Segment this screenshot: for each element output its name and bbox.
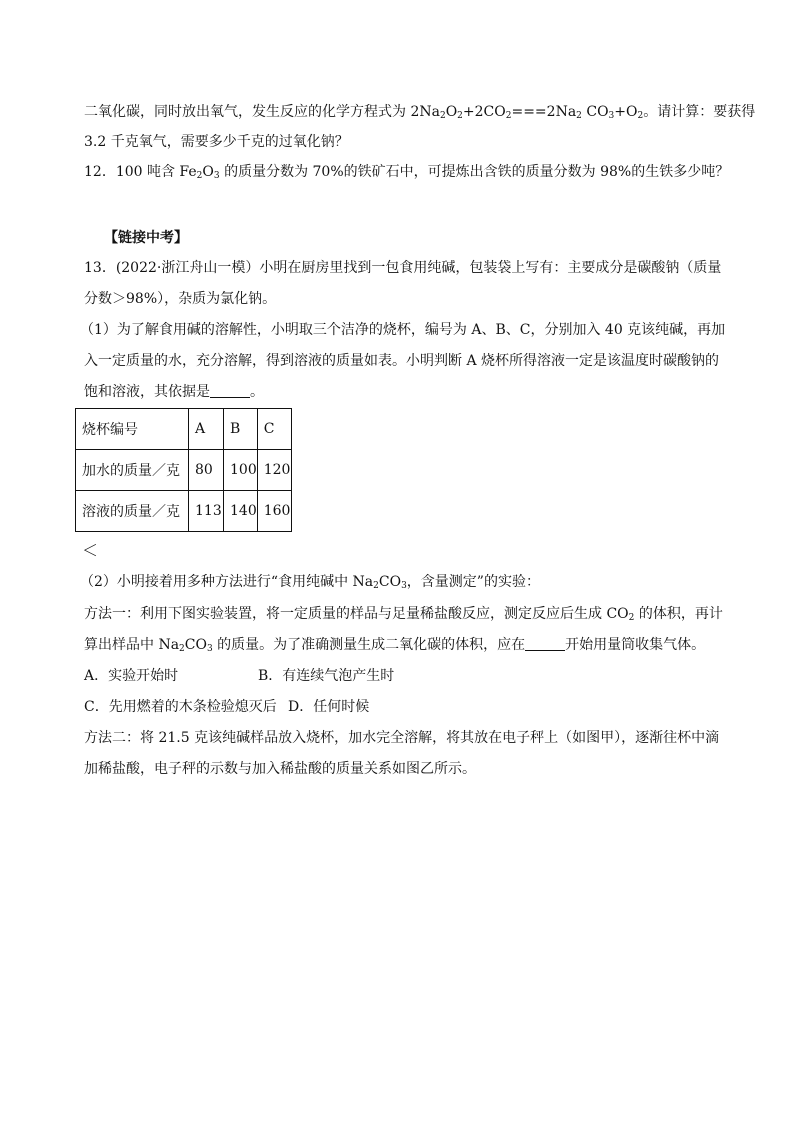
method1-line2: 算出样品中 $Na_2CO_3$ 的质量。为了准确测量生成二氧化碳的体积，应在 开始用量筒收集气体。 [84,637,706,654]
part1-line1: （1）为了解食用碱的溶解性，小明取三个洁净的烧杯，编号为 A、B、C，分别加入 40 克该纯碱，再加 [80,322,726,338]
line-question-11-end: 3.2 千克氧气，需要多少千克的过氧化钠？ [84,134,349,150]
method1-line1: 方法一：利用下图实验装置，将一定质量的样品与足量稀盐酸反应，测定反应后生成 $CO_2$ 的体积，再计 [84,606,723,623]
question-13-line1: 13．(2022·浙江舟山一模）小明在厨房里找到一包食用纯碱，包装袋上写有：主要成分是碳酸钠（质量 [84,260,722,276]
question-13-line2: 分数＞98%），杂质为氯化钠。 [84,291,277,307]
option-c: C．先用燃着的木条检验熄灭后 [84,699,277,715]
table-cell: 溶液的质量／克 [76,491,189,532]
method2-line1: 方法二：将 21.5 克该纯碱样品放入烧杯，加水完全溶解，将其放在电子秤上（如图甲），逐渐往杯中滴 [84,730,720,746]
option-d: D．任何时候 [288,699,370,715]
option-a: A．实验开始时 [84,668,179,684]
question-12: 12．100 吨含 $Fe_2O_3$ 的质量分数为 70%的铁矿石中，可提炼出含铁的质量分数为 98%的生铁多少吨？ [84,164,730,181]
part1-line3: 饱和溶液，其依据是 。 [84,384,264,400]
table-row [76,491,292,532]
option-b: B．有连续气泡产生时 [258,668,395,684]
method2-line2: 加稀盐酸，电子秤的示数与加入稀盐酸的质量关系如图乙所示。 [84,761,476,777]
less-than-sign: ＜ [82,541,99,560]
table-cell: 加水的质量／克 [76,450,189,491]
table-cell: 120 [257,450,291,491]
table-cell: 100 [224,450,258,491]
answer-blank[interactable] [210,383,250,398]
line-equation: 二氧化碳，同时放出氧气，发生反应的化学方程式为 $2Na_2O_2+2CO_2===2Na_2$ $CO_3+O_2$。请计算：要获得 [84,104,756,121]
part2-intro: （2）小明接着用多种方法进行“食用纯碱中 $Na_2CO_3$，含量测定”的实验： [80,574,540,591]
table-cell: B [224,409,258,450]
part1-line2: 入一定质量的水，充分溶解，得到溶液的质量如表。小明判断 A 烧杯所得溶液一定是该温度时碳酸钠的 [84,353,720,369]
table-cell: C [257,409,291,450]
table-cell: 烧杯编号 [76,409,189,450]
table-row [76,450,292,491]
table-cell: A [189,409,224,450]
table-cell: 140 [224,491,258,532]
table-header-row [76,409,292,450]
answer-blank[interactable] [525,636,565,651]
table-cell: 113 [189,491,224,532]
table-cell: 160 [257,491,291,532]
beaker-table [75,408,292,532]
section-heading: 【链接中考】 [104,230,188,246]
table-cell: 80 [189,450,224,491]
